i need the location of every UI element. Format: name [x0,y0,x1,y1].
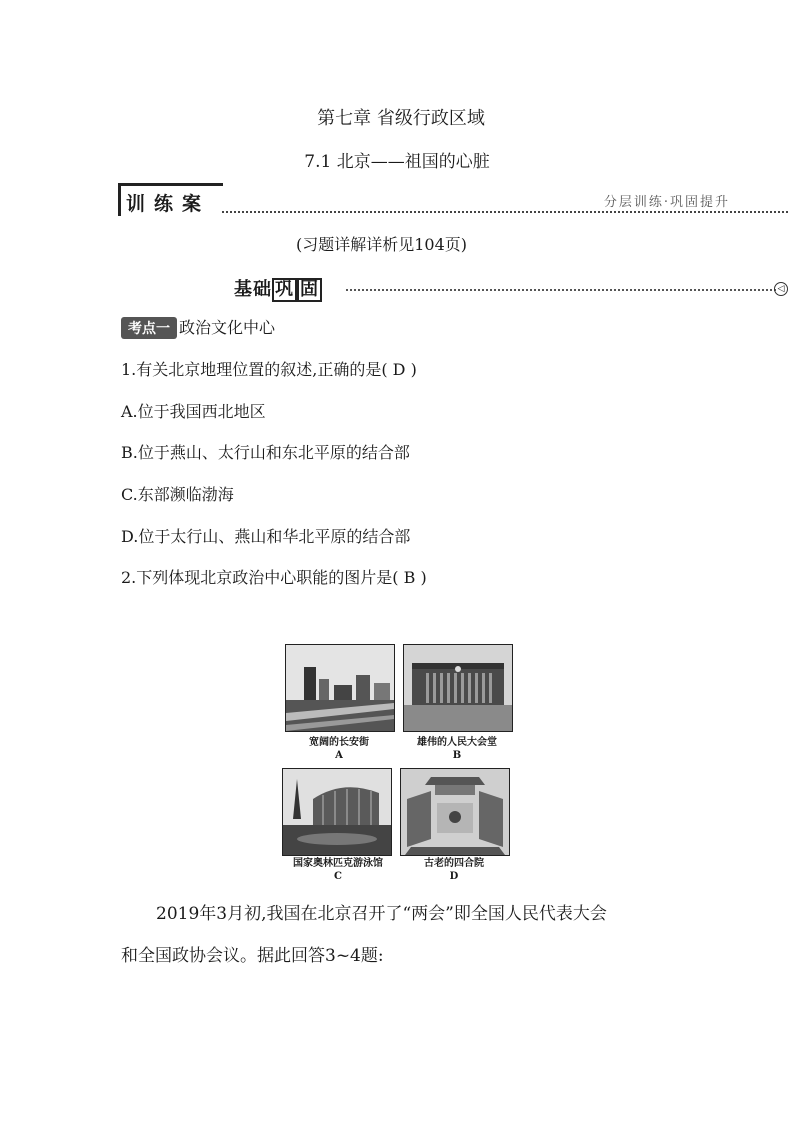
section-title: 7.1 北京——祖国的心脏 [304,152,490,172]
caption-d [400,857,508,883]
caption-d-letter: D [449,871,459,882]
photo-siheyuan [400,768,510,856]
topic-row [121,315,275,339]
subhead-end-icon: ◁ [774,282,788,296]
question-1-option-b: B.位于燕山、太行山和东北平原的结合部 [121,443,410,462]
question-1-option-c: C.东部濒临渤海 [121,485,234,504]
question-1-option-d: D.位于太行山、燕山和华北平原的结合部 [121,527,411,546]
banner-right-text: 分层训练·巩固提升 [603,195,730,210]
chapter-title: 第七章 省级行政区域 [317,108,485,129]
caption-c-letter: C [334,871,342,882]
subhead-dotted-line [346,289,776,291]
banner-label: 训练案 [126,193,211,215]
answer-note: (习题详解详析见104页) [296,235,468,254]
question-1-option-a: A.位于我国西北地区 [121,402,266,421]
photo-great-hall [403,644,513,732]
photo-changan-street [285,644,395,732]
question-2-stem: 2.下列体现北京政治中心职能的图片是( B ) [121,568,427,587]
subhead-box2: 固 [297,278,322,302]
basics-subheading [234,275,785,300]
caption-b [403,736,511,762]
caption-b-text: 雄伟的人民大会堂 [417,737,497,748]
subhead-part1: 基础 [234,279,272,300]
question-1-stem: 1.有关北京地理位置的叙述,正确的是( D ) [121,360,417,379]
topic-badge: 考点一 [121,317,177,339]
caption-d-text: 古老的四合院 [424,858,484,869]
subhead-box1: 巩 [272,278,297,302]
caption-c [282,857,394,883]
banner-dotted-line [222,211,788,213]
caption-a-text: 宽阔的长安街 [309,737,369,748]
training-banner [118,183,788,217]
subhead-label [234,275,322,302]
context-paragraph-line2: 和全国政协会议。据此回答3~4题: [121,946,384,966]
topic-text: 政治文化中心 [179,318,276,337]
caption-a-letter: A [335,750,343,761]
context-paragraph-line1: 2019年3月初,我国在北京召开了“两会”即全国人民代表大会 [156,904,607,924]
caption-b-letter: B [452,750,462,761]
caption-a [285,736,393,762]
photo-aquatics-center [282,768,392,856]
caption-c-text: 国家奥林匹克游泳馆 [293,858,383,869]
